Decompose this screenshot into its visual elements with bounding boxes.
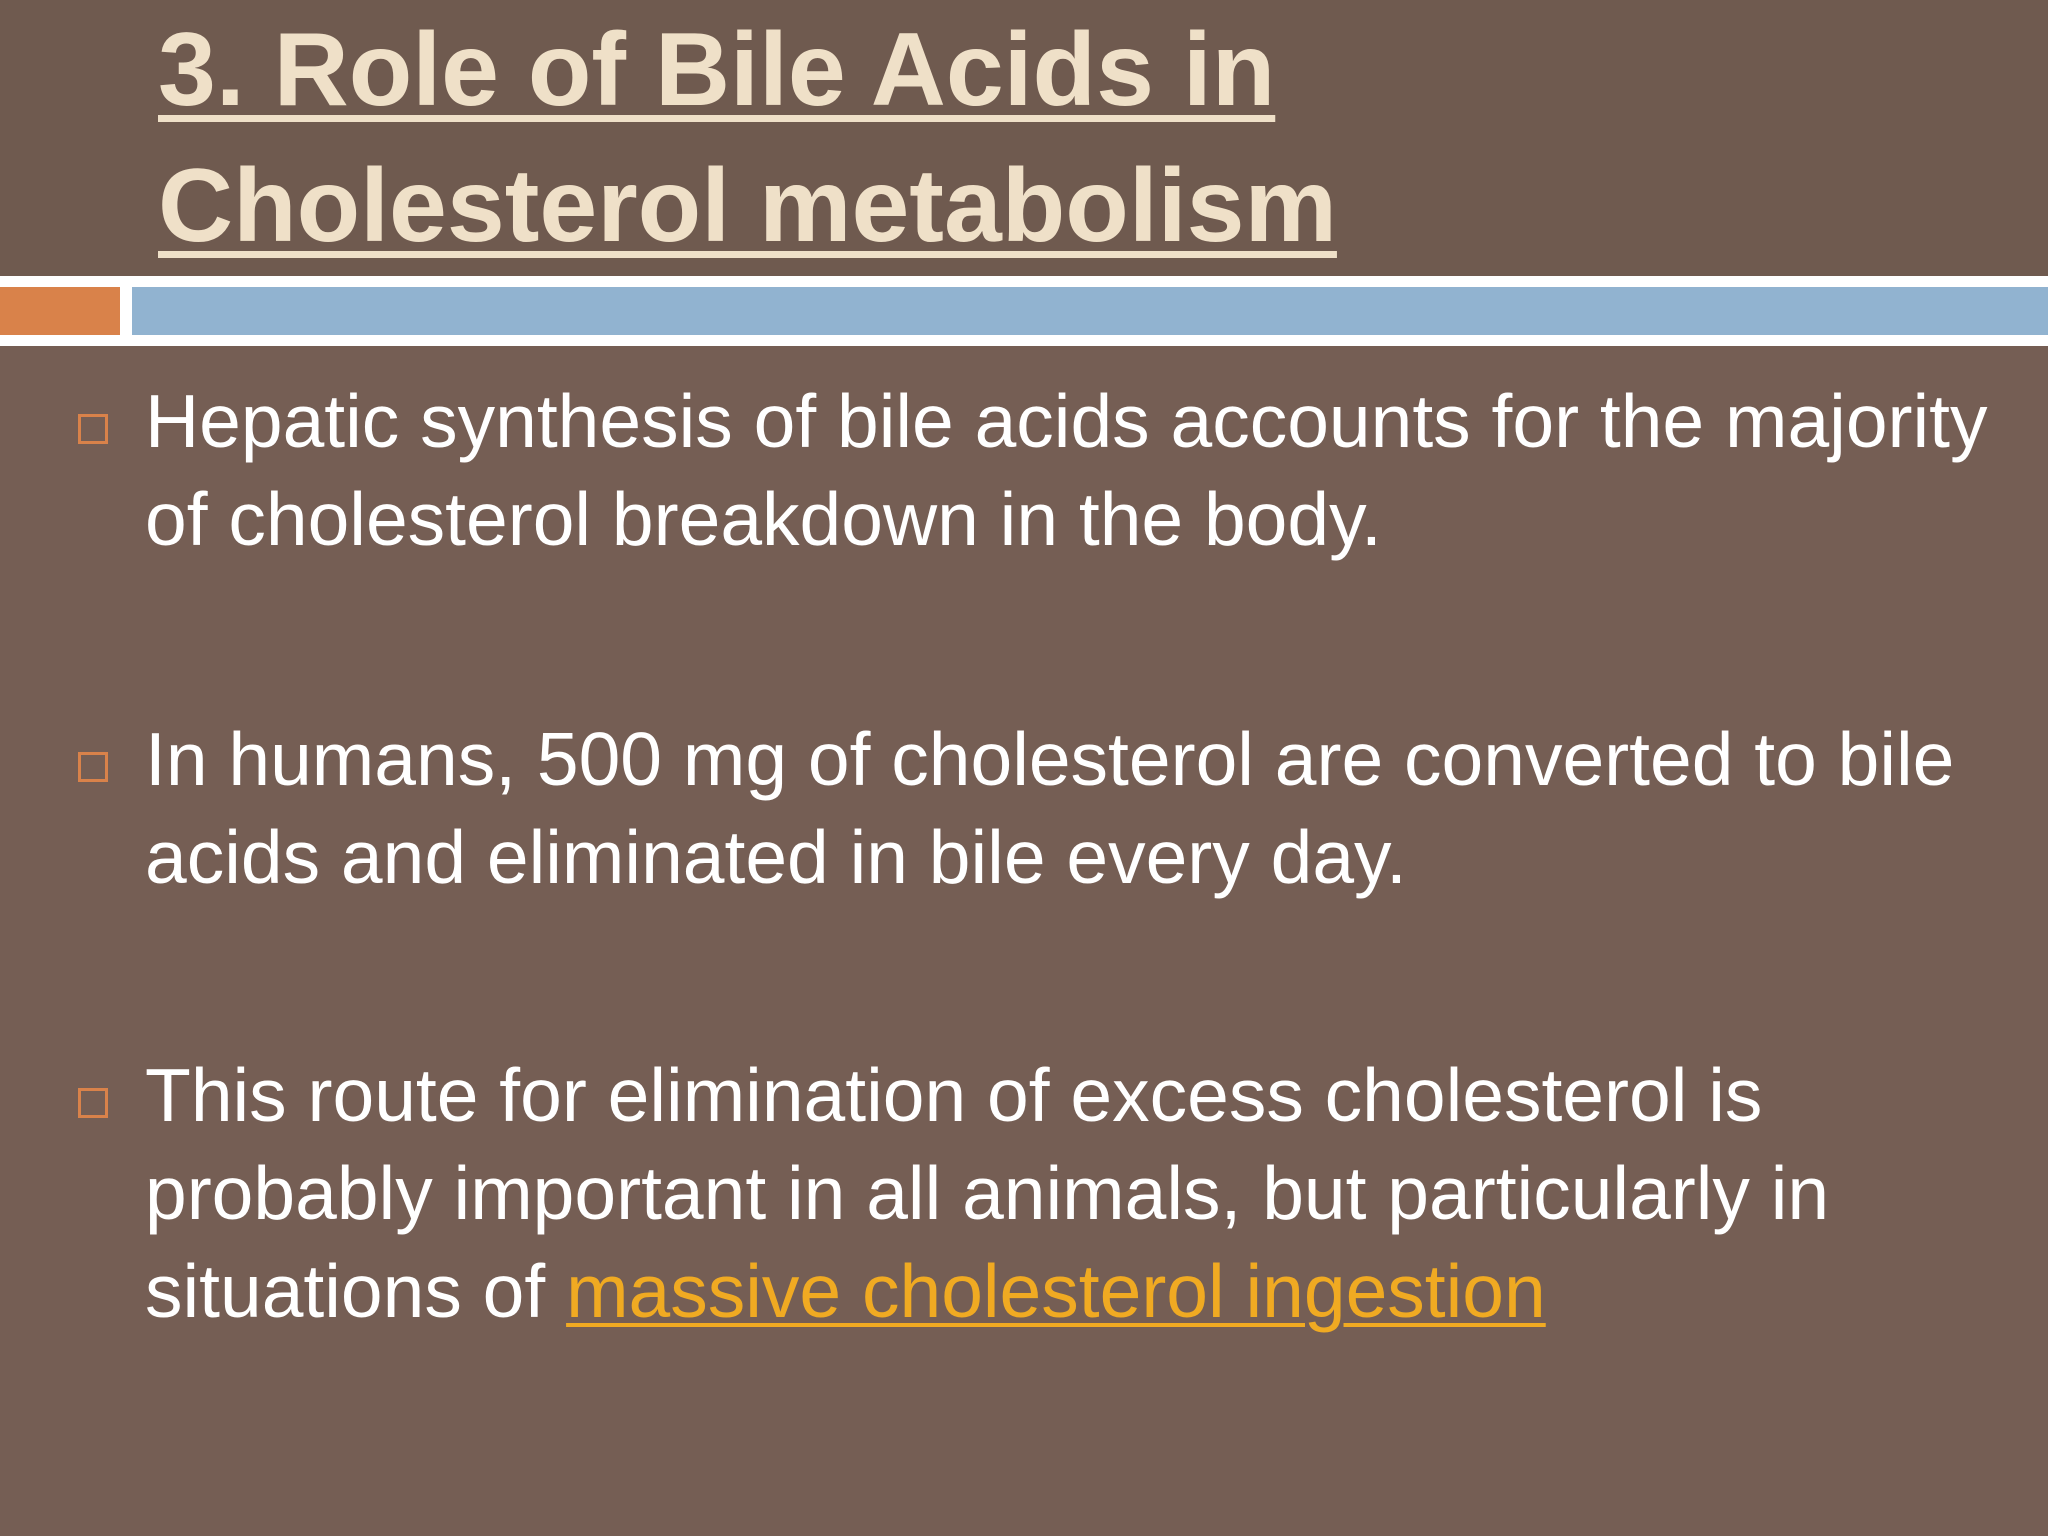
divider-bar-blue bbox=[132, 287, 2048, 335]
slide-title-line-1: 3. Role of Bile Acids in bbox=[158, 12, 1276, 128]
title-area bbox=[0, 0, 2048, 276]
bullet-text-with-link bbox=[145, 1046, 2025, 1340]
bullet-text: In humans, 500 mg of cholesterol are converted to bile acids and eliminated in bile every day. bbox=[145, 717, 1955, 899]
square-bullet-icon bbox=[78, 1088, 108, 1118]
divider-accent-orange bbox=[0, 287, 120, 335]
square-bullet-icon bbox=[78, 752, 108, 782]
slide-title-line-2: Cholesterol metabolism bbox=[158, 148, 1337, 264]
massive-cholesterol-ingestion-link[interactable]: massive cholesterol ingestion bbox=[566, 1249, 1546, 1333]
square-bullet-icon bbox=[78, 414, 108, 444]
bullet-text: This route for elimination of excess cholesterol is probably important in all animals, but particularly in situations of bbox=[145, 1053, 1830, 1333]
title-divider bbox=[0, 276, 2048, 346]
bullet-text: Hepatic synthesis of bile acids accounts for the majority of cholesterol breakdown in the body. bbox=[145, 379, 1988, 561]
slide-title bbox=[158, 2, 1337, 274]
